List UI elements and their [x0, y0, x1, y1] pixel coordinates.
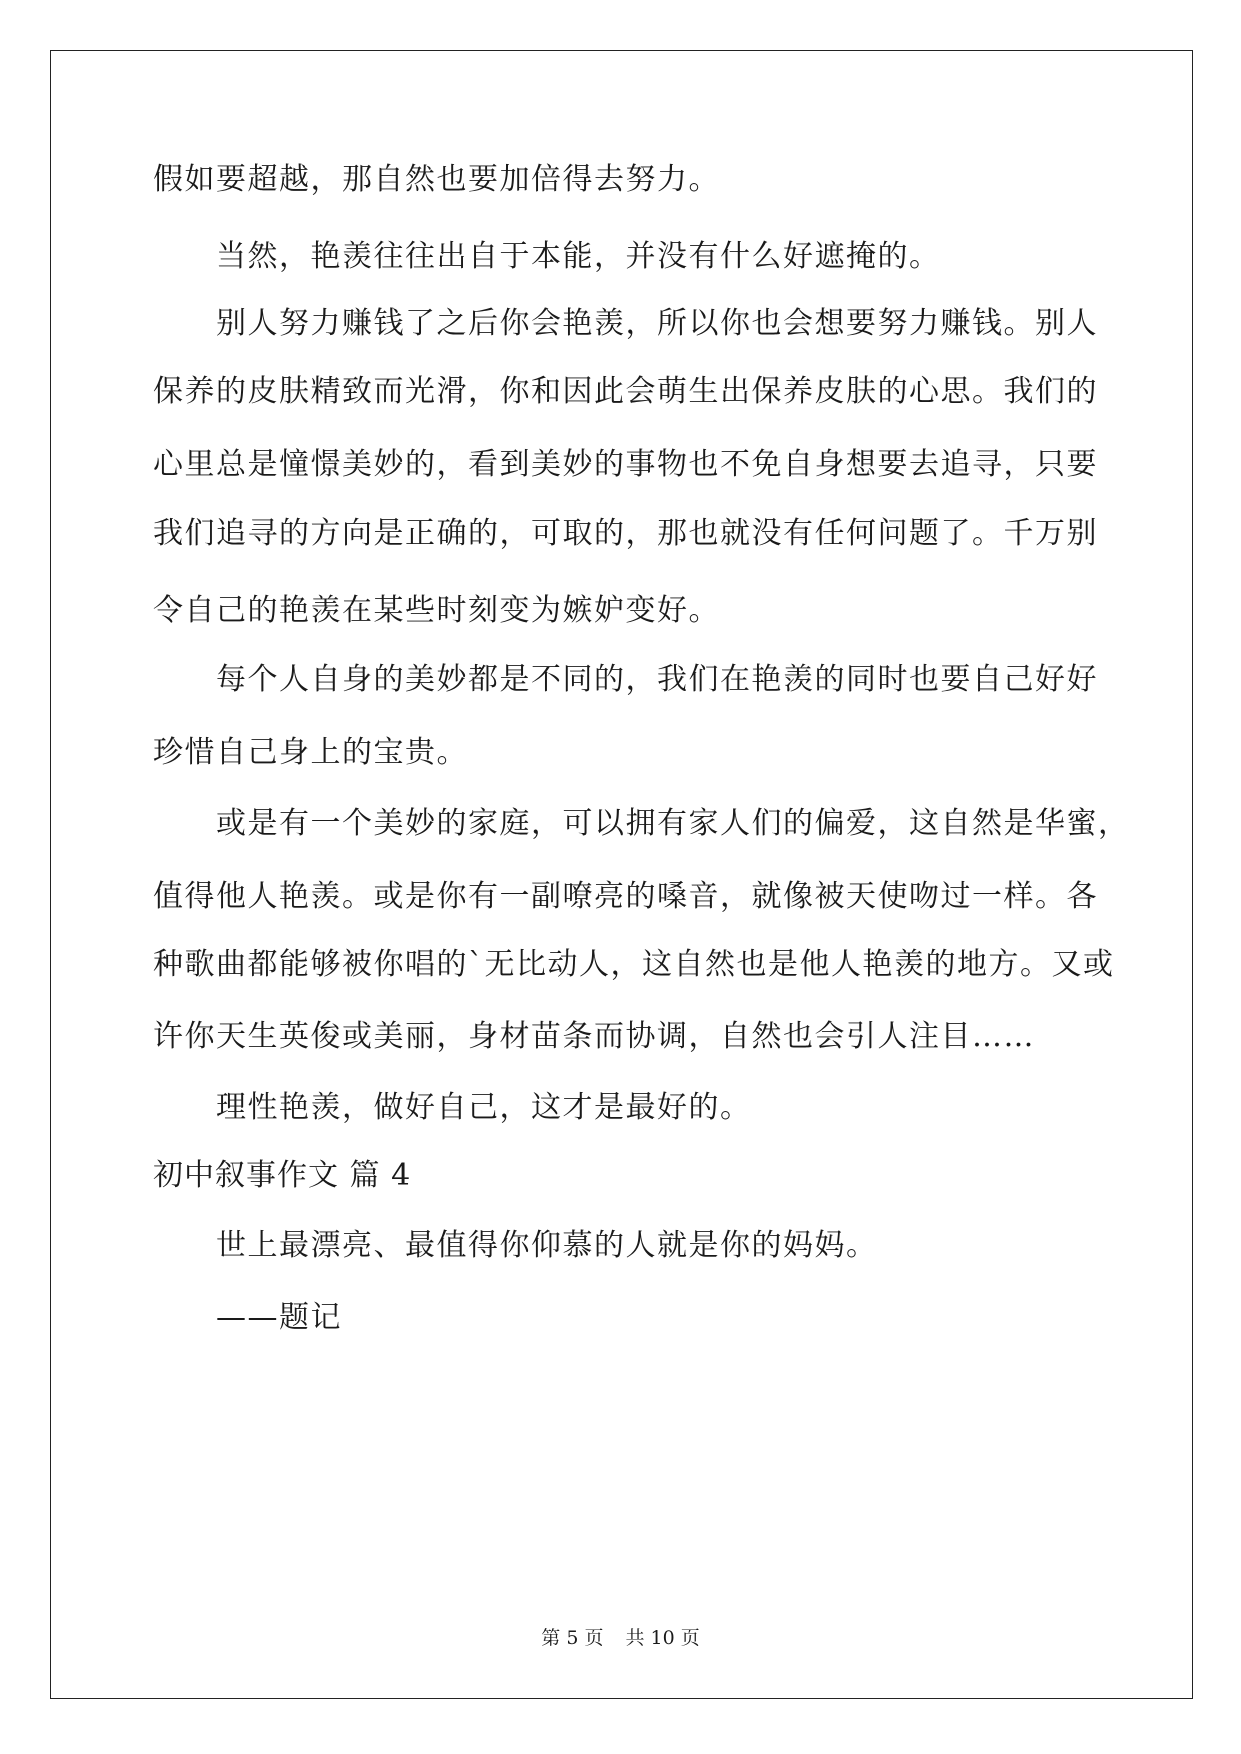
paragraph-line: 珍惜自己身上的宝贵。 [153, 735, 468, 770]
epigraph-attribution: ——题记 [216, 1300, 342, 1335]
paragraph-line: 我们追寻的方向是正确的，可取的，那也就没有任何问题了。千万别 [153, 516, 1098, 551]
paragraph-line: 当然，艳羡往往出自于本能，并没有什么好遮掩的。 [216, 239, 941, 274]
page-border [50, 50, 1193, 1699]
paragraph-line: 种歌曲都能够被你唱的`无比动人，这自然也是他人艳羡的地方。又或 [153, 947, 1115, 982]
paragraph-line: 假如要超越，那自然也要加倍得去努力。 [153, 162, 720, 197]
paragraph-line: 许你天生英俊或美丽，身材苗条而协调，自然也会引人注目…… [153, 1019, 1035, 1054]
paragraph-line: 别人努力赚钱了之后你会艳羡，所以你也会想要努力赚钱。别人 [216, 306, 1098, 341]
paragraph-line: 理性艳羡，做好自己，这才是最好的。 [216, 1090, 752, 1125]
paragraph-line: 心里总是憧憬美妙的，看到美妙的事物也不免自身想要去追寻，只要 [153, 447, 1098, 482]
section-heading: 初中叙事作文 篇 4 [153, 1158, 412, 1193]
paragraph-line: 令自己的艳羡在某些时刻变为嫉妒变好。 [153, 593, 720, 628]
paragraph-line: 世上最漂亮、最值得你仰慕的人就是你的妈妈。 [216, 1228, 878, 1263]
page-total: 共 10 页 [625, 1627, 700, 1649]
paragraph-line: 值得他人艳羡。或是你有一副嘹亮的嗓音，就像被天使吻过一样。各 [153, 879, 1098, 914]
paragraph-line: 或是有一个美妙的家庭，可以拥有家人们的偏爱，这自然是华蜜， [216, 806, 1130, 841]
paragraph-line: 保养的皮肤精致而光滑，你和因此会萌生出保养皮肤的心思。我们的 [153, 374, 1098, 409]
page-footer [0, 1626, 1241, 1650]
page-number: 第 5 页 [541, 1627, 604, 1649]
paragraph-line: 每个人自身的美妙都是不同的，我们在艳羡的同时也要自己好好 [216, 662, 1098, 697]
